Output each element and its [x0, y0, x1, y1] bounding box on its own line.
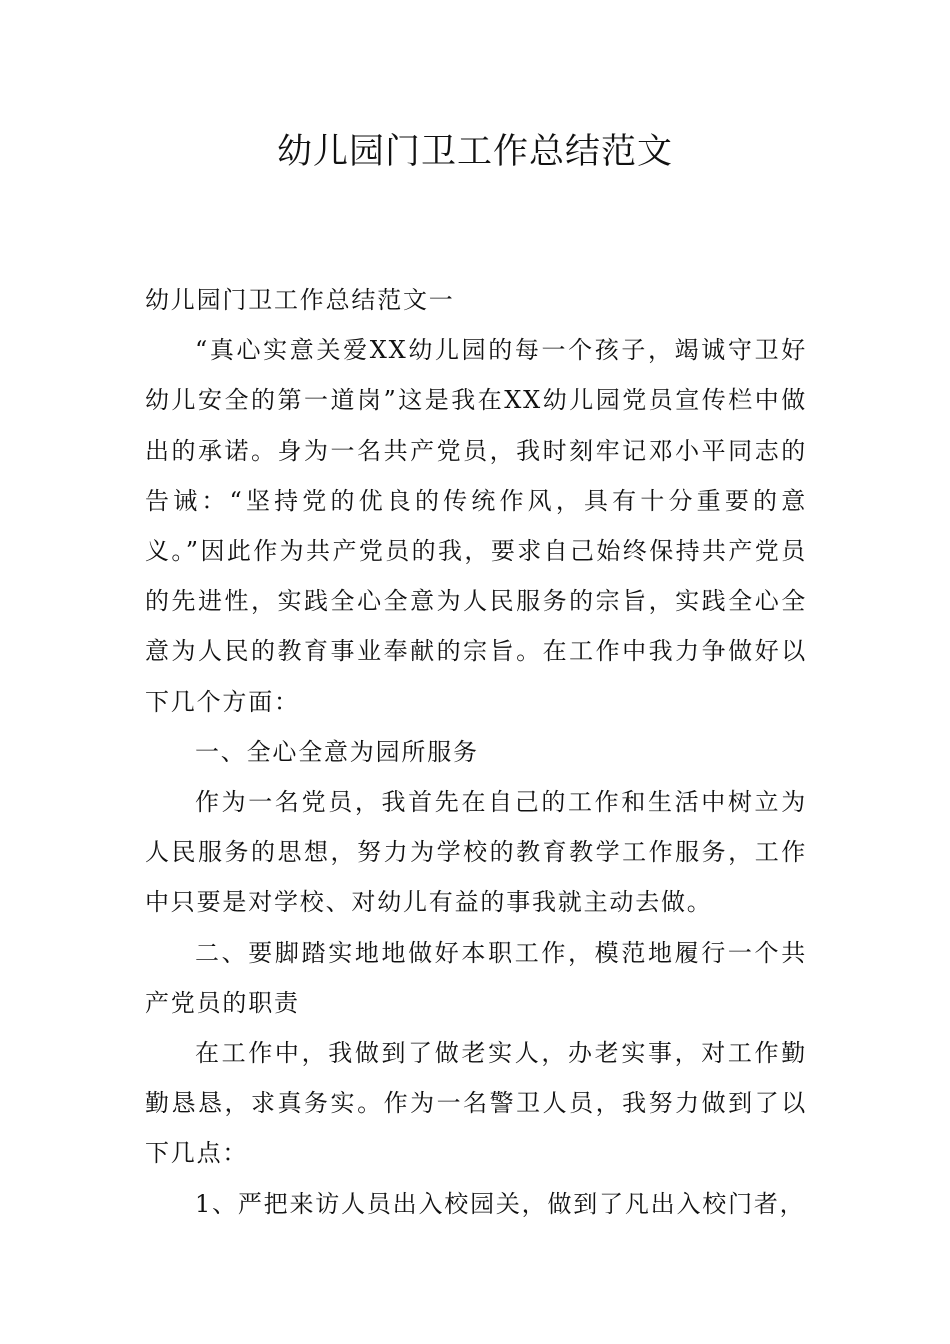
section-heading: 幼儿园门卫工作总结范文一	[145, 286, 455, 314]
paragraph-intro: “真心实意关爱XX幼儿园的每一个孩子，竭诚守卫好幼儿安全的第一道岗”这是我在XX幼儿园党员宣传栏中做出的承诺。身为一名共产党员，我时刻牢记邓小平同志的告诫：“坚持党的优良的传统作风，具有十分重要的意义。”因此作为共产党员的我，要求自己始终保持共产党员的先进性，实践全心全意为人民服务的宗旨，实践全心全意为人民的教育事业奉献的宗旨。在工作中我力争做好以下几个方面：	[145, 336, 807, 716]
paragraph-point-2: 在工作中，我做到了做老实人，办老实事，对工作勤勤恳恳，求真务实。作为一名警卫人员，我努力做到了以下几点：	[145, 1039, 807, 1168]
point-heading-1: 一、全心全意为园所服务	[195, 737, 479, 766]
document-body	[145, 275, 807, 1229]
paragraph-point-1: 作为一名党员，我首先在自己的工作和生活中树立为人民服务的思想，努力为学校的教育教学工作服务，工作中只要是对学校、对幼儿有益的事我就主动去做。	[145, 788, 807, 917]
point-heading-2: 二、要脚踏实地地做好本职工作，模范地履行一个共产党员的职责	[145, 938, 807, 1017]
document-title: 幼儿园门卫工作总结范文	[276, 132, 673, 172]
list-item-1: 1、严把来访人员出入校园关，做到了凡出入校门者，	[195, 1189, 806, 1218]
